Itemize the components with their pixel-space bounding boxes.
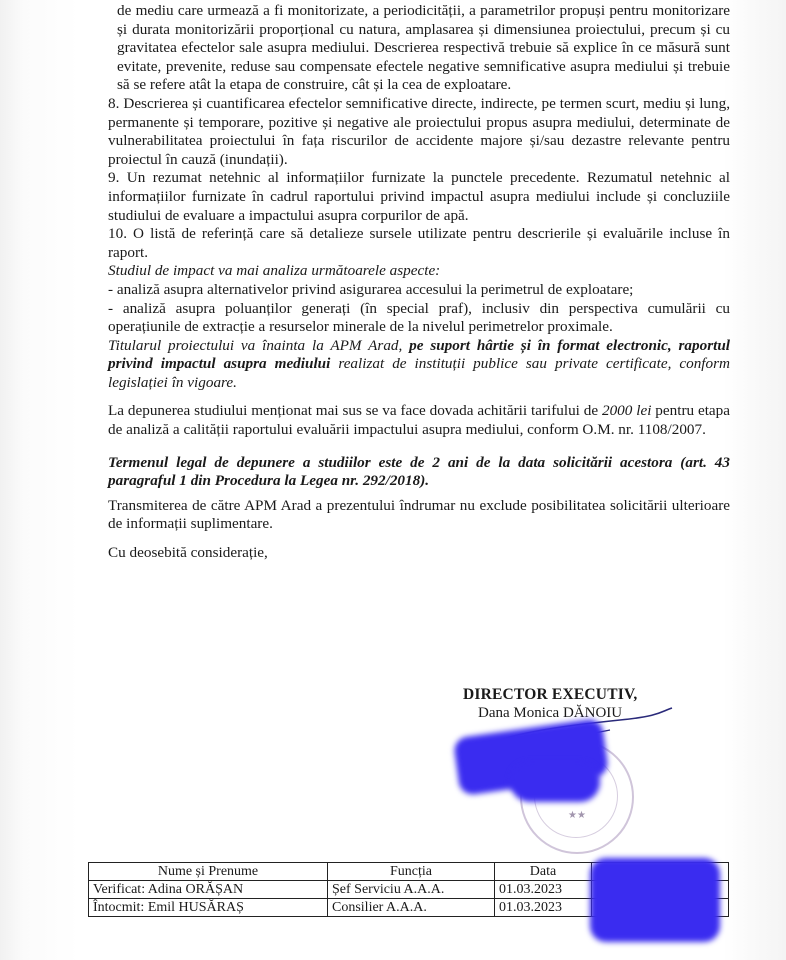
paragraph-item-9: 9. Un rezumat netehnic al informațiilor furnizate la punctele precedente. Rezumatul netehnic al informațiilor furnizate în cadrul raportului privind impactul asupra mediului include și concluziile studiului de evaluare a impactului asupra corpurilor de apă. [108,169,730,224]
paragraph-titular [108,337,730,393]
cell-name: Întocmit: Emil HUSĂRAȘ [89,899,328,917]
redacted-signature-tail [510,762,600,802]
titular-text-c: realizat de instituții publice sau private certificate, conform legislației în vigoare. [108,355,730,391]
cell-name: Verificat: Adina ORĂȘAN [89,881,328,899]
cell-date: 01.03.2023 [495,881,592,899]
titular-text-a: Titularul proiectului va înainta la APM Arad, [108,336,410,354]
stamp-stars-icon: ★★ [568,810,586,821]
header-name: Nume și Prenume [89,863,328,881]
depunere-fee: 2000 lei [601,402,652,420]
paragraph-transmiterea: Transmiterea de către APM Arad a prezentului îndrumar nu exclude posibilitatea solicitării ulterioare de informații suplimentare. [108,496,730,533]
cell-function: Consilier A.A.A. [328,899,495,917]
signature-title: DIRECTOR EXECUTIV, [463,686,638,703]
redacted-table-signatures [590,858,720,942]
paragraph-monitoring: de mediu care urmează a fi monitorizate, a periodicității, a parametrilor propuși pentru monitorizare și durata monitorizării proporțional cu natura, amplasarea și dimensiunea proiectului, precum și cu gravitatea efectelor sale asupra mediului. Descrierea respectivă trebuie să explice în ce măsură sunt evitate, prevenite, reduse sau compensate efectele negative semnificative asupra mediului și trebuie să se refere atât la etapa de construire, cât și la cea de exploatare. [117,2,730,94]
titular-text-bold: pe suport hârtie și în format electronic, raportul privind impactul asupra mediului [108,336,730,373]
impact-heading: Studiul de impact va mai analiza următoarele aspecte: [108,262,441,280]
bullet-pollutants: - analiză asupra poluanților generați (în special praf), inclusiv din perspectiva cumulării cu operațiunile de extracție a resurselor minerale de la nivelul perimetrelor proximale. [108,299,730,336]
cell-date: 01.03.2023 [495,899,592,917]
closing-salutation: Cu deosebită considerație, [108,544,268,562]
paragraph-item-10: 10. O listă de referință care să detalieze sursele utilizate pentru descrierile și evaluările incluse în raport. [108,225,730,261]
paragraph-item-8: 8. Descrierea și cuantificarea efectelor semnificative directe, indirecte, pe termen scurt, mediu și lung, permanente și temporare, pozitive și negative ale proiectului propus asupra mediului, determinate de vulnerabilitatea proiectului în fața riscurilor de accidente majore și/sau dezastre relevante pentru proiectul în cauză (inundații). [108,94,730,168]
depunere-text-a: La depunerea studiului menționat mai sus se va face dovada achitării tarifului de [108,402,602,420]
signature-name: Dana Monica DĂNOIU [478,705,623,721]
paragraph-depunere [108,402,730,439]
bullet-alternatives: - analiză asupra alternativelor privind asigurarea accesului la perimetrul de exploatare; [108,280,634,298]
paragraph-termen: Termenul legal de depunere a studiilor este de 2 ani de la data solicitării acestora (art. 43 paragraful 1 din Procedura la Legea nr. 292/2018). [108,453,730,490]
cell-function: Șef Serviciu A.A.A. [328,881,495,899]
depunere-text-c: pentru etapa de analiză a calității raportului evaluării impactului asupra mediului, conform O.M. nr. 1108/2007. [108,402,731,439]
header-date: Data [495,863,592,881]
document-body [108,2,730,563]
header-function: Funcția [328,863,495,881]
